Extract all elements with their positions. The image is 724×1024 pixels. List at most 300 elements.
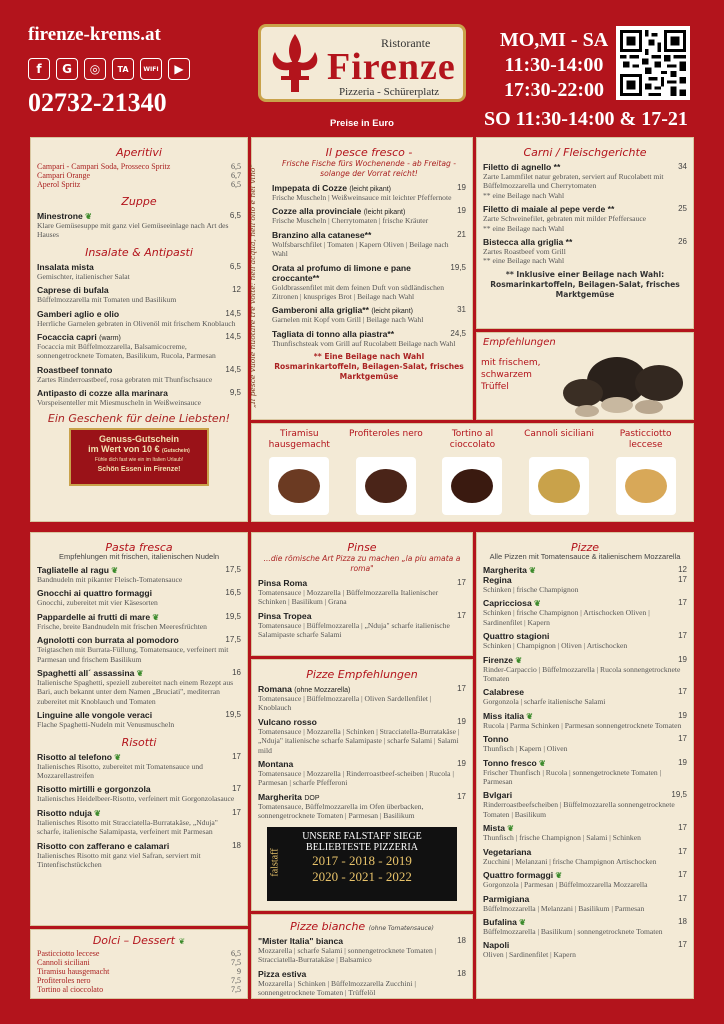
tripadvisor-icon[interactable]: TA xyxy=(112,58,134,80)
dessert-card[interactable] xyxy=(606,429,686,517)
item-desc: Focaccia mit Büffelmozzarella, Balsamicocreme, sonnengetrocknete Tomaten, Basilikum, Rucola, Parmesan xyxy=(37,342,216,361)
item-desc: Italienisches Heidelbeer-Risotto, verfeinert mit Gorgonzolasauce xyxy=(37,794,235,804)
item-price: 17 xyxy=(232,784,241,794)
item-price: 14,5 xyxy=(225,364,241,374)
item-price: 17 xyxy=(678,893,687,903)
vegetarian-leaf-icon: ❦ xyxy=(134,669,144,679)
item-name: Bvlgari xyxy=(483,790,513,801)
item-price: 17 xyxy=(457,791,466,801)
opening-hours xyxy=(484,28,624,103)
logo-name: Firenze xyxy=(327,46,456,88)
menu-item xyxy=(37,309,241,328)
pesce-panel xyxy=(248,137,473,420)
price-row: Campari - Campari Soda, Prosseco Spritz 6,5 xyxy=(37,162,241,171)
item-desc: Vorspeisenteller mit Miesmuscheln in Weißweinsauce xyxy=(37,398,202,408)
dessert-card[interactable] xyxy=(259,429,339,517)
item-desc: Schinken | frische Champignon | Artischocken Oliven | Sardinenfilet | Kapern xyxy=(483,608,650,627)
item-desc: Tomatensauce, Büffelmozzarella im Ofen überbacken, sonnengetrocknete Tomaten | Parmesan | Basilikum xyxy=(258,801,424,821)
menu-item xyxy=(258,611,466,640)
item-note: ** eine Beilage nach Wahl xyxy=(483,223,565,233)
item-desc: Thunfischsteak vom Grill auf Rucolabett Beilage nach Wahl xyxy=(272,338,456,348)
item-price: 17 xyxy=(678,940,687,950)
gift-line4: Schön Essen im Firenze! xyxy=(97,465,181,473)
dessert-name: Profiteroles nero xyxy=(348,429,423,439)
item-price: 17 xyxy=(678,870,687,880)
item-price: 17 xyxy=(678,598,687,608)
item-name: Risotto al telefono ❦ xyxy=(37,751,121,762)
item-desc: Frische, breite Bandnudeln mit frischen Meeresfrüchten xyxy=(37,621,207,631)
item-desc: Italienisches Risotto mit ganz viel Safran, serviert mit Tintenfischstückchen xyxy=(37,850,201,870)
menu-item xyxy=(483,870,687,889)
item-name: Pinsa Tropea xyxy=(258,610,312,621)
vegetarian-leaf-icon: ❦ xyxy=(91,808,101,818)
item-name: Margherita ❦ xyxy=(483,565,536,575)
item-name: Margherita DOP xyxy=(258,791,320,802)
item-name: Gnocchi ai quattro formaggi xyxy=(37,588,153,599)
item-name: Napoli xyxy=(483,940,510,951)
menu-item xyxy=(272,263,466,302)
gift-small: (Gutschein) xyxy=(162,447,190,454)
menu-item xyxy=(258,969,466,998)
menu-item xyxy=(483,162,687,200)
menu-item xyxy=(258,578,466,607)
item-price: 17 xyxy=(678,631,687,641)
item-price: 14,5 xyxy=(225,308,241,318)
falstaff-badge xyxy=(267,827,457,901)
item-name: Montana xyxy=(258,759,294,770)
menu-item xyxy=(37,635,241,664)
item-price: 19,5 xyxy=(225,611,241,621)
menu-item xyxy=(37,752,241,781)
item-name: Tagliata di tonno alla piastra** xyxy=(272,328,395,339)
item-desc: Rinder-Carpaccio | Büffelmozzarella | Rucola sonnengetrocknete Tomaten xyxy=(483,664,681,684)
menu-item xyxy=(483,894,687,913)
item-price: 18 xyxy=(678,916,687,926)
menu-item xyxy=(258,717,466,755)
item-desc: Tomatensauce | Mozzarella | Schinken | Stracciatella-Burratakäse | „Nduja" italienische scharfe Salamipaste | scharfe Salami | Salami mild xyxy=(258,726,460,755)
item-desc: Thunfisch | frische Champignon | Salami | Schinken xyxy=(483,833,641,843)
item-desc: Büffelmozzarella | Melanzani | Basilikum | Parmesan xyxy=(483,903,645,913)
item-name: Minestrone ❦ xyxy=(37,211,92,221)
item-price: 17 xyxy=(457,610,466,620)
trueffel-text: mit frischem, schwarzem Trüffel xyxy=(481,358,541,392)
website-link[interactable]: firenze-krems.at xyxy=(28,24,161,45)
item-price: 18 xyxy=(232,840,241,850)
item-price: 19,5 xyxy=(671,790,687,800)
item-price: 6,5 xyxy=(229,211,241,220)
header xyxy=(0,0,724,135)
menu-item xyxy=(272,329,466,348)
vegetarian-leaf-icon: ❦ xyxy=(553,871,563,881)
item-price: 17 xyxy=(678,734,687,744)
pizze-panel xyxy=(476,532,694,999)
carni-panel xyxy=(476,137,694,329)
social-icons xyxy=(28,58,190,80)
item-desc: Tomatensauce | Büffelmozzarella | „Nduja" scharfe italienische Salamipaste scharfe Salami xyxy=(258,620,450,640)
carni-title: Carni / Fleischgerichte xyxy=(523,146,647,159)
youtube-icon[interactable]: ▶ xyxy=(168,58,190,80)
item-note: ** eine Beilage nach Wahl xyxy=(483,190,565,200)
item-name: "Mister Italia" bianca xyxy=(258,936,344,946)
item-price: 19 xyxy=(457,716,466,726)
menu-item xyxy=(37,612,241,631)
item-price: 16 xyxy=(232,668,241,678)
menu-item xyxy=(258,792,466,821)
item-desc: Tomatensauce | Mozzarella | Rinderroastbeef-scheiben | Rucola | Parmesan | scharfe Pfefferoni xyxy=(258,769,454,788)
item-name: Filetto di agnello ** xyxy=(483,162,561,172)
item-name: Gamberoni alla griglia** (leicht pikant) xyxy=(272,305,413,316)
pinse-title: Pinse xyxy=(347,541,377,554)
item-name: Pizza estiva xyxy=(258,968,307,979)
falstaff-line2: BELIEBTESTE PIZZERIA xyxy=(306,841,418,853)
pasta-subtitle: Empfehlungen mit frischen, italienischen Nudeln xyxy=(58,552,220,561)
item-price: 19,5 xyxy=(225,710,241,720)
item-desc: Oliven | Sardinenfilet | Kapern xyxy=(483,950,576,960)
hours-dinner: 17:30-22:00 xyxy=(504,79,604,101)
item-name: Roastbeef tonnato xyxy=(37,364,113,375)
vegetarian-leaf-icon: ❦ xyxy=(513,655,523,665)
google-icon[interactable]: G xyxy=(56,58,78,80)
pasta-title: Pasta fresca xyxy=(105,541,173,554)
item-price: 12 xyxy=(678,565,687,574)
menu-item xyxy=(483,711,687,730)
item-price: 19 xyxy=(678,757,687,767)
item-desc: Teigtaschen mit Burrata-Füllung, Tomatensauce, verfeinert mit Parmesan und frischem Basilikum xyxy=(37,645,229,664)
dolci-panel xyxy=(30,929,248,999)
menu-item xyxy=(37,784,241,803)
pizze-subtitle: Alle Pizzen mit Tomatensauce & italienischem Mozzarella xyxy=(489,552,681,561)
item-price: 19 xyxy=(678,710,687,720)
falstaff-line1: UNSERE FALSTAFF SIEGE xyxy=(302,830,422,842)
item-desc: Gorgonzola | scharfe italienische Salami xyxy=(483,697,606,707)
price-row: Tiramisu hausgemacht 9 xyxy=(37,967,241,976)
dessert-photo xyxy=(356,457,416,515)
vegetarian-leaf-icon: ❦ xyxy=(531,599,541,609)
item-desc: Schinken | frische Champignon xyxy=(483,585,579,594)
pizze-empf-panel xyxy=(251,659,473,911)
pesce-title: Il pesce fresco - xyxy=(325,146,413,159)
menu-item xyxy=(483,734,687,753)
item-name: Quattro formaggi ❦ xyxy=(483,870,563,881)
item-desc: Rinderroastbeefscheiben | Büffelmozzarella sonnengetrocknete Tomaten | Basilikum xyxy=(483,800,675,819)
pesce-subtitle: Frische Fische fürs Wochenende - ab Freitag - solange der Vorrat reicht! xyxy=(281,159,457,178)
vegetarian-leaf-icon: ❦ xyxy=(111,752,121,762)
risotti-title: Risotti xyxy=(121,735,157,749)
dessert-photo xyxy=(529,457,589,515)
vegetarian-leaf-icon: ❦ xyxy=(504,824,514,834)
item-price: 19,5 xyxy=(450,262,466,272)
item-price: 17 xyxy=(678,846,687,856)
restaurant-logo xyxy=(258,24,466,102)
item-price: 9,5 xyxy=(229,388,241,398)
item-desc: Bandnudeln mit pikanter Fleisch-Tomatensauce xyxy=(37,575,183,584)
menu-item xyxy=(37,285,241,304)
vegetarian-leaf-icon: ❦ xyxy=(150,612,160,622)
item-name: Risotto mirtilli e gorgonzola xyxy=(37,784,151,795)
menu-item xyxy=(37,808,241,837)
pinse-panel xyxy=(251,532,473,656)
vegetarian-leaf-icon: ❦ xyxy=(536,758,546,768)
menu-item xyxy=(37,365,241,384)
pesce-vertical-quote: „Il pesce vuole nuotare tre volte: nell'acqua, nell'olio e nel vino" xyxy=(248,164,257,408)
item-name: Romana (ohne Mozzarella) xyxy=(258,684,351,694)
qr-code-icon xyxy=(620,30,686,96)
trueffel-title: Empfehlungen xyxy=(483,337,556,348)
item-name: Bufalina ❦ xyxy=(483,916,526,927)
qr-code[interactable] xyxy=(616,26,690,100)
item-desc: Zartes Rinderroastbeef, rosa gebraten mit Thunfischsauce xyxy=(37,374,213,384)
gift-line3: Fühle dich fast wie ein im Italien Urlaub! xyxy=(94,456,184,463)
item-price: 19 xyxy=(457,183,466,192)
menu-item xyxy=(483,575,687,594)
dessert-photo xyxy=(616,457,676,515)
item-desc: Zarte Lammfilet natur gebraten, serviert auf Rucolabett mit Büffelmozzarella und Cherrytomaten xyxy=(483,172,664,191)
dessert-name: Pasticciotto leccese xyxy=(619,429,672,450)
item-desc: Italienische Spaghetti, speziell zubereitet nach einem Rezept aus Bari, auch bekannt unter dem Namen „Bruciati", mediterran zubereitet mit Knoblauch und Tomaten xyxy=(37,678,234,706)
prices-in-euro: Preise in Euro xyxy=(330,118,394,129)
item-name: Impepata di Cozze (leicht pikant) xyxy=(272,183,391,193)
price-row: Profiteroles nero 7,5 xyxy=(37,976,241,985)
item-price: 17 xyxy=(232,807,241,817)
item-name: Antipasto di cozze alla marinara xyxy=(37,388,168,399)
item-price: 14,5 xyxy=(225,332,241,342)
item-price: 17 xyxy=(457,684,466,693)
menu-item xyxy=(37,262,241,281)
logo-ristorante: Ristorante xyxy=(381,36,431,50)
item-name: Tagliatelle al ragu ❦ xyxy=(37,565,118,575)
dessert-name: Tiramisu hausgemacht xyxy=(268,429,330,450)
item-name: Tonno fresco ❦ xyxy=(483,757,546,768)
insalate-title: Insalate & Antipasti xyxy=(85,245,193,259)
vegetarian-leaf-icon: ❦ xyxy=(108,566,118,575)
menu-item xyxy=(483,237,687,266)
trueffel-panel xyxy=(476,332,694,420)
item-name: Mista ❦ xyxy=(483,823,514,834)
item-name: Parmigiana xyxy=(483,893,530,904)
item-desc: Gnocchi, zubereitet mit vier Käsesorten xyxy=(37,598,158,608)
item-desc: Wolfsbarschfilet | Tomaten | Kapern Oliven | Beilage nach Wahl xyxy=(272,239,449,259)
menu-item xyxy=(272,206,466,225)
menu-item xyxy=(483,631,687,650)
gift-amount: im Wert von 10 € xyxy=(88,443,160,454)
item-name: Firenze ❦ xyxy=(483,654,523,665)
menu-item xyxy=(483,823,687,842)
menu-item xyxy=(272,183,466,202)
item-name: Caprese di bufala xyxy=(37,285,109,296)
dessert-card[interactable] xyxy=(519,429,599,517)
wifi-icon[interactable]: WIFI xyxy=(140,58,162,80)
vegetarian-leaf-icon: ❦ xyxy=(516,917,526,927)
item-name: Risotto con zafferano e calamari xyxy=(37,840,170,851)
menu-item xyxy=(258,759,466,788)
item-desc: Mozzarella | Schinken | Büffelmozzarella Zucchini | sonnengetrocknete Tomaten | Trüffelöl xyxy=(258,978,416,998)
vegetarian-leaf-icon: ❦ xyxy=(526,566,536,575)
price-row: Aperol Spritz 6,5 xyxy=(37,180,241,189)
item-price: 19 xyxy=(457,206,466,216)
vegetarian-leaf-icon: ❦ xyxy=(524,711,534,721)
price-row: Tortino al cioccolato 7,5 xyxy=(37,985,241,994)
item-name: Insalata mista xyxy=(37,261,94,272)
menu-item xyxy=(37,211,241,240)
falstaff-years2: 2020 - 2021 - 2022 xyxy=(312,868,412,884)
item-desc: Flache Spaghetti-Nudeln mit Venusmuscheln xyxy=(37,720,175,730)
fleur-de-lis-icon xyxy=(267,32,323,96)
item-name: Gamberi aglio e olio xyxy=(37,308,120,319)
menu-item xyxy=(258,936,466,965)
item-desc: Garnelen mit Kopf vom Grill | Beilage nach Wahl xyxy=(272,315,424,325)
item-name: Vulcano rosso xyxy=(258,716,317,727)
item-price: 17 xyxy=(678,575,687,584)
item-name: Tonno xyxy=(483,734,509,745)
item-price: 17 xyxy=(232,751,241,761)
item-desc: Italienisches Risotto mit Stracciatella-Burratakäse, „Nduja" scharfe, italienische Salamipasta, verfeinert mit Parmesan xyxy=(37,817,218,837)
menu-item xyxy=(483,565,687,575)
item-name: Spaghetti all´ assassina ❦ xyxy=(37,668,144,679)
item-desc: Tomatensauce | Büffelmozzarella | Oliven Sardellenfilet | Knoblauch xyxy=(258,694,432,713)
item-price: 12 xyxy=(232,285,241,295)
item-desc: Gemischter, italienischer Salat xyxy=(37,271,130,281)
item-desc: Klare Gemüsesuppe mit ganz viel Gemüseeinlage nach Art des Hauses xyxy=(37,221,229,240)
item-desc: Gorgonzola | Parmesan | Büffelmozzarella Mozzarella xyxy=(483,880,648,890)
item-desc: Frische Muscheln | Cherrytomaten | frische Kräuter xyxy=(272,216,429,226)
item-price: 19 xyxy=(678,654,687,664)
menu-item xyxy=(37,841,241,870)
menu-item xyxy=(483,598,687,627)
dessert-photo xyxy=(442,457,502,515)
item-price: 17,5 xyxy=(225,635,241,645)
item-desc: Italienisches Risotto, zubereitet mit Tomatensauce und Mozzarellastreifen xyxy=(37,761,203,781)
instagram-icon[interactable]: ◎ xyxy=(84,58,106,80)
menu-item xyxy=(483,917,687,936)
menu-item xyxy=(37,668,241,706)
item-price: 17 xyxy=(457,578,466,587)
dessert-photo xyxy=(269,457,329,515)
item-desc: Frischer Thunfisch | Rucola | sonnengetrocknete Tomaten | Parmesan xyxy=(483,767,662,787)
item-price: 18 xyxy=(457,968,466,978)
item-price: 34 xyxy=(678,162,687,171)
menu-item xyxy=(37,388,241,407)
pizze-empf-title: Pizze Empfehlungen xyxy=(306,668,418,681)
item-price: 16,5 xyxy=(225,588,241,598)
item-name: Cozze alla provinciale (leicht pikant) xyxy=(272,206,406,217)
item-price: 6,5 xyxy=(229,261,241,271)
item-price: 21 xyxy=(457,229,466,239)
pesce-note: ** Eine Beilage nach Wahl Rosmarinkartoffeln, Beilagen-Salat, frisches Marktgemüse xyxy=(274,352,464,382)
menu-item xyxy=(483,655,687,684)
menu-item xyxy=(37,710,241,729)
item-desc: Thunfisch | Kapern | Oliven xyxy=(483,744,568,754)
menu-item xyxy=(483,790,687,819)
item-desc: Mozzarella | scharfe Salami | sonnengetrocknete Tomaten | Stracciatella-Burratakäse | Balsamico xyxy=(258,946,437,965)
item-desc: Herrliche Garnelen gebraten in Olivenöl mit frischem Knoblauch xyxy=(37,318,236,328)
logo-subtitle: Pizzeria - Schürerplatz xyxy=(339,86,440,98)
gift-heading: Ein Geschenk für deine Liebsten! xyxy=(47,411,231,425)
item-name: Filetto di maiale al pepe verde ** xyxy=(483,204,615,215)
pasta-panel xyxy=(30,532,248,926)
item-price: 17,5 xyxy=(225,565,241,574)
item-name: Risotto nduja ❦ xyxy=(37,807,101,818)
item-price: 31 xyxy=(457,305,466,315)
item-desc: Frische Muscheln | Weißweinsauce mit leichter Pfeffernote xyxy=(272,193,452,202)
item-desc: Goldbrassenfilet mit dem feinen Duft von südländischen Zitronen | knuspriges Brot | Beilage nach Wahl xyxy=(272,282,445,302)
dessert-name: Tortino al cioccolato xyxy=(449,429,496,450)
hours-lunch: 11:30-14:00 xyxy=(504,54,604,76)
menu-item xyxy=(272,305,466,324)
menu-item xyxy=(483,940,687,959)
item-price: 26 xyxy=(678,237,687,247)
menu-item xyxy=(483,758,687,787)
vegetarian-leaf-icon: ❦ xyxy=(82,212,92,221)
item-price: 17 xyxy=(678,823,687,833)
item-desc: Rucola | Parma Schinken | Parmesan sonnengetrocknete Tomaten xyxy=(483,720,682,730)
item-name: Quattro stagioni xyxy=(483,631,550,642)
zuppe-title: Zuppe xyxy=(121,195,157,208)
item-name: Linguine alle vongole veraci xyxy=(37,710,153,721)
truffle-image xyxy=(547,341,689,419)
item-desc: Zartes Roastbeef vom Grill xyxy=(483,247,566,257)
price-row: Cannoli siciliani 7,5 xyxy=(37,958,241,967)
menu-item xyxy=(258,684,466,713)
item-price: 19 xyxy=(457,759,466,769)
hours-days: MO,MI - SA xyxy=(499,29,609,51)
item-name: Capricciosa ❦ xyxy=(483,598,541,609)
item-desc: Zarte Schweinefilet, gebraten mit milder Pfeffersauce xyxy=(483,214,647,224)
item-price: 24,5 xyxy=(450,328,466,338)
item-name: Calabrese xyxy=(483,687,525,698)
menu-item xyxy=(483,204,687,233)
menu-item xyxy=(272,230,466,259)
bianche-title: Pizze bianche (ohne Tomatensauce) xyxy=(290,920,434,933)
menu-item xyxy=(483,847,687,866)
pizze-title: Pizze xyxy=(570,541,599,554)
gift-voucher[interactable] xyxy=(69,428,209,486)
gift-title: Genuss-Gutschein xyxy=(98,433,179,444)
menu-item xyxy=(37,565,241,584)
item-desc: Zucchini | Melanzani | frische Champignon Artischocken xyxy=(483,856,657,866)
item-name: Miss italia ❦ xyxy=(483,710,534,721)
item-desc: Büffelmozzarella mit Tomaten und Basilikum xyxy=(37,295,177,305)
phone-number[interactable]: 02732-21340 xyxy=(28,88,167,117)
pinse-subtitle: ...die römische Art Pizza zu machen „la piu amata a roma" xyxy=(263,554,461,573)
item-price: 17 xyxy=(678,687,687,697)
dessert-card[interactable] xyxy=(346,429,426,517)
item-name: Branzino alla catanese** xyxy=(272,229,372,240)
facebook-icon[interactable]: f xyxy=(28,58,50,80)
menu-item xyxy=(483,687,687,706)
item-desc: Büffelmozzarella | Basilikum | sonnengetrocknete Tomaten xyxy=(483,926,663,936)
item-price: 18 xyxy=(457,936,466,945)
starters-panel xyxy=(30,137,248,522)
dessert-strip xyxy=(251,423,694,522)
price-row: Pasticciotto leccese 6,5 xyxy=(37,949,241,958)
dessert-card[interactable] xyxy=(432,429,512,517)
item-desc: Schinken | Champignon | Oliven | Artischocken xyxy=(483,641,628,651)
item-name: Agnolotti con burrata al pomodoro xyxy=(37,635,179,646)
menu-item xyxy=(37,588,241,607)
aperitivi-title: Aperitivi xyxy=(116,146,162,159)
bianche-panel xyxy=(251,914,473,999)
falstaff-years1: 2017 - 2018 - 2019 xyxy=(312,852,412,868)
item-price: 25 xyxy=(678,204,687,214)
carni-note: ** Inklusive einer Beilage nach Wahl: Rosmarinkartoffeln, Beilagen-Salat, frisches Marktgemüse xyxy=(490,269,680,299)
dolci-title: Dolci – Dessert ❦ xyxy=(92,934,186,947)
hours-sunday: SO 11:30-14:00 & 17-21 xyxy=(484,108,688,130)
item-name: Vegetariana xyxy=(483,846,532,857)
dessert-name: Cannoli siciliani xyxy=(524,429,595,439)
item-name: Orata al profumo di limone e pane croccante** xyxy=(272,262,411,283)
item-name: Bistecca alla griglia ** xyxy=(483,237,573,248)
item-name: Pinsa Roma xyxy=(258,578,308,588)
